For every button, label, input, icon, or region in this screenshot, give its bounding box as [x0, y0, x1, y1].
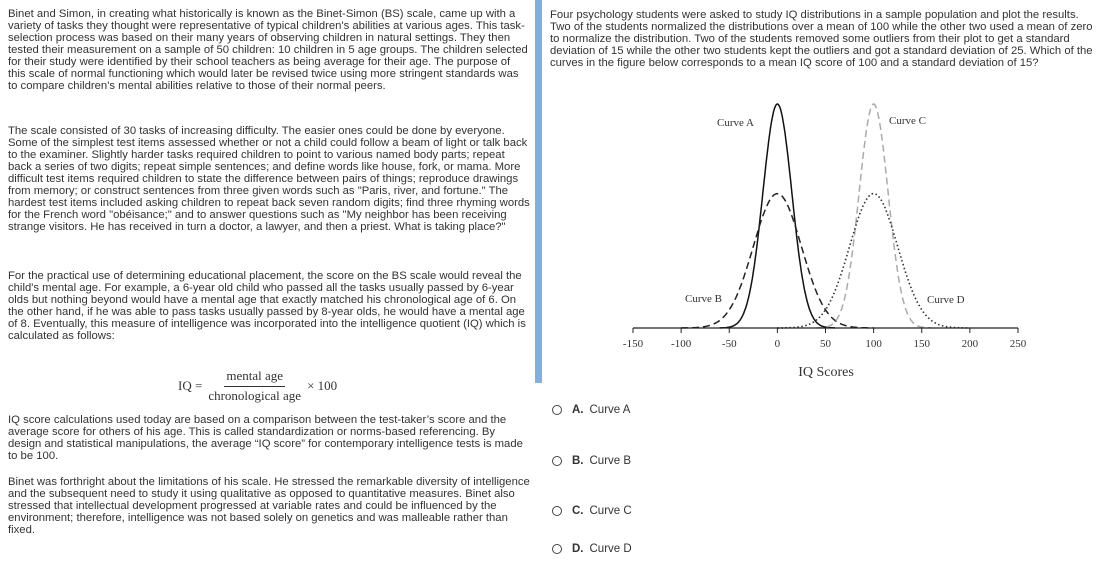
x-tick-label: 250 [1009, 338, 1027, 350]
option-letter: A. [572, 404, 584, 416]
passage-paragraph-5: Binet was forthright about the limitations of his scale. He stressed the remarkable diversity of intelligence and the subsequent need to study it using qualitative as opposed to quantitative measures. Binet also stressed that intellectual development progressed at variable rates and could be influenced by the environment; therefore, intelligence was not based solely on genetics and was malleable rather than fixed. [8, 476, 530, 536]
option-text: Curve C [589, 505, 632, 517]
option-text: Curve A [589, 404, 631, 416]
radio-icon[interactable] [552, 456, 562, 466]
curve-b [681, 194, 874, 328]
label-curve-c: Curve C [889, 115, 926, 127]
label-curve-d: Curve D [927, 294, 965, 306]
passage-paragraph-3: For the practical use of determining educational placement, the score on the BS scale would reveal the child's mental age. For example, a 6-year old child who passed all the tasks usually passed by 6-year olds but nothing beyond would have a mental age that exactly matched his chronological age of 6. On the other hand, if he was able to pass tasks usually passed by 8-year olds, he would have a mental age of 8. Eventually, this measure of intelligence was incorporated into the intelligence quotient (IQ) which is calculated as follows: [8, 270, 526, 342]
radio-icon[interactable] [552, 544, 562, 554]
label-curve-a: Curve A [717, 117, 754, 129]
x-tick-label: -100 [671, 338, 692, 350]
radio-icon[interactable] [552, 405, 562, 415]
formula-numerator: mental age [224, 368, 285, 387]
formula-multiplier: × 100 [307, 378, 338, 393]
label-curve-b: Curve B [685, 293, 722, 305]
x-tick-label: 150 [913, 338, 930, 350]
x-tick-label: 0 [774, 338, 781, 350]
x-tick-label: 200 [961, 338, 979, 350]
question-stem: Four psychology students were asked to study IQ distributions in a sample population and plot the results. Two of the students normalized the distributions over a mean of 100 while the other two used a mean of zero to normalize the distribution. Two of the students removed some outliers from their plot to get a standard deviation of 15 while the other two students kept the outliers and got a standard deviation of 25. Which of the curves in the figure below corresponds to a mean IQ score of 100 and a standard deviation of 15? [550, 9, 1093, 69]
option-letter: B. [572, 455, 584, 467]
option-c[interactable] [552, 505, 632, 517]
passage-paragraph-4: IQ score calculations used today are based on a comparison between the test-taker’s score and the average score for others of his age. This is called standardization or norms-based referencing. By design and statistical manipulations, the average “IQ score” for contemporary intelligence tests is made to be 100. [8, 414, 523, 462]
option-letter: C. [572, 505, 584, 517]
passage-paragraph-2: The scale consisted of 30 tasks of increasing difficulty. The easier ones could be done by everyone. Some of the simplest test items assessed whether or not a child could follow a beam of light or talk back to the examiner. Slightly harder tasks required children to point to various named body parts; repeat back a series of two digits; repeat simple sentences; and define words like house, fork, or mama. More difficult test items required children to state the difference between pairs of things; reproduce drawings from memory; or construct sentences from three given words such as "Paris, river, and fortune." The hardest test items included asking children to repeat back seven random digits; find three rhyming words for the French word "obéisance;" and to answer questions such as "My neighbor has been receiving strange visitors. He has received in turn a doctor, a lawyer, and then a priest. What is taking place?" [8, 125, 530, 233]
x-tick-label: -50 [721, 338, 737, 350]
option-text: Curve B [589, 455, 632, 467]
passage-paragraph-1: Binet and Simon, in creating what historically is known as the Binet-Simon (BS) scale, came up with a variety of tasks they thought were representative of typical children's abilities at various ages. This task-selection process was based on their many years of observing children in natural settings. They then tested their measurement on a sample of 50 children: 10 children in 5 age groups. The children selected for their study were identified by their school teachers as being average for their age. The purpose of this scale of normal functioning which would later be revised twice using more stringent standards was to compare children's mental abilities relative to those of their normal peers. [8, 8, 528, 92]
option-d[interactable] [552, 543, 632, 555]
option-letter: D. [572, 543, 584, 555]
x-axis-title: IQ Scores [798, 365, 854, 380]
formula-denominator: chronological age [208, 388, 302, 403]
option-text: Curve D [589, 543, 632, 555]
x-tick-label: 50 [820, 338, 831, 350]
radio-icon[interactable] [552, 506, 562, 516]
option-b[interactable] [552, 455, 631, 467]
x-tick-label: -150 [622, 338, 644, 350]
option-a[interactable] [552, 404, 630, 416]
formula-lhs: IQ = [178, 378, 203, 393]
x-tick-label: 100 [865, 338, 882, 350]
